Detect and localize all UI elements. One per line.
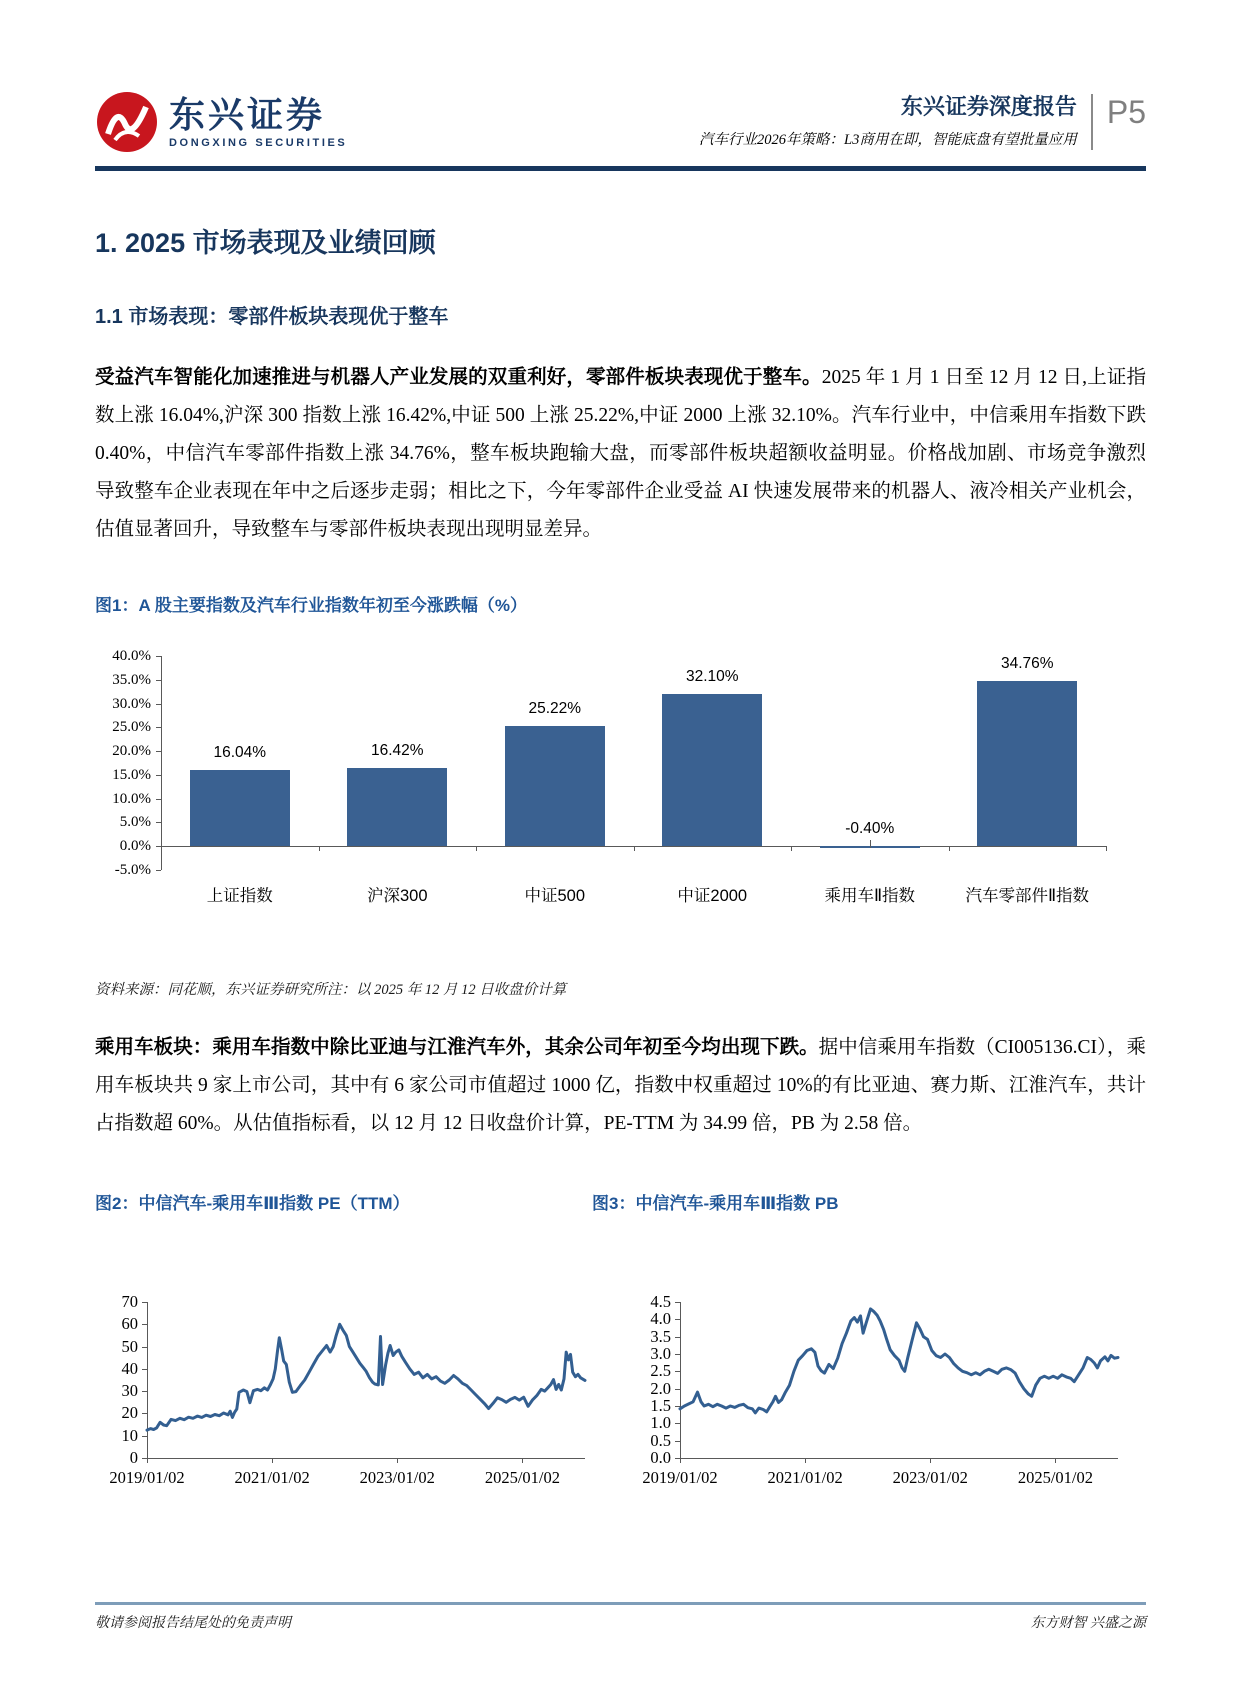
header-title-block xyxy=(699,94,1077,149)
category-label: 汽车零部件Ⅱ指数 xyxy=(965,887,1090,905)
dongxing-logo xyxy=(95,90,347,154)
y-axis-tick-label: 15.0% xyxy=(112,766,151,783)
x-axis-tick-label: 2021/01/02 xyxy=(234,1468,310,1487)
x-axis-tick xyxy=(161,846,162,851)
y-axis xyxy=(161,656,162,870)
x-axis-tick-label: 2019/01/02 xyxy=(642,1468,718,1487)
bar-segment xyxy=(662,694,762,847)
x-axis-tick-label: 2023/01/02 xyxy=(892,1468,968,1487)
y-axis-tick xyxy=(156,656,161,657)
x-axis-tick xyxy=(791,846,792,851)
logo-name-cn: 东兴证券 xyxy=(169,93,326,135)
x-axis xyxy=(680,1458,1118,1459)
y-axis-tick-label: 0.0% xyxy=(119,838,151,855)
line-series xyxy=(147,1294,585,1458)
footer-disclaimer: 敬请参阅报告结尾处的免责声明 xyxy=(95,1616,291,1631)
figures-2-3-row xyxy=(95,1189,1146,1496)
y-axis-tick-label: 0 xyxy=(129,1448,138,1467)
section-heading: 1. 2025 市场表现及业绩回顾 xyxy=(95,228,436,258)
y-axis-tick-label: 20 xyxy=(121,1403,138,1423)
figure1-title: 图1：A 股主要指数及汽车行业指数年初至今涨跌幅（%） xyxy=(95,596,527,615)
x-axis-tick xyxy=(147,1458,148,1463)
paragraph1-text: 2025 年 1 月 1 日至 12 月 12 日,上证指数上涨 16.04%,沪深 300 指数上涨 16.42%,中证 500 上涨 25.22%,中证 2000 上涨 32.10%。汽车行业中，中信乘用车指数下跌 0.40%，中信汽车零部件指数上涨 34.76%，整车板块跑输大盘，而零部件板块超额收益明显。价格战加剧、市场竞争激烈导致整车企业表现在年中之后逐步走弱；相比之下，今年零部件企业受益 AI 快速发展带来的机器人、液冷相关产业机会，估值显著回升，导致整车与零部件板块表现出现明显差异。 xyxy=(95,367,1146,540)
y-axis-tick xyxy=(156,775,161,776)
x-axis-tick xyxy=(949,846,950,851)
category-label: 中证500 xyxy=(524,887,586,905)
x-axis-tick xyxy=(1106,846,1107,851)
y-axis-tick-label: 5.0% xyxy=(119,814,151,831)
figure1-source-note: 资料来源：同花顺，东兴证券研究所注：以 2025 年 12 月 12 日收盘价计算 xyxy=(95,982,567,998)
bar-value-label: 16.42% xyxy=(370,742,424,760)
y-axis-tick-label: 30 xyxy=(121,1381,138,1401)
bar-segment xyxy=(977,681,1077,846)
x-axis-tick xyxy=(397,1458,398,1463)
x-axis-tick xyxy=(522,1458,523,1463)
logo-text xyxy=(169,95,347,150)
y-axis-tick xyxy=(156,870,161,871)
bar-segment xyxy=(190,770,290,846)
y-axis-tick-label: 40 xyxy=(121,1358,138,1378)
paragraph1-lead-bold: 受益汽车智能化加速推进与机器人产业发展的双重利好，零部件板块表现优于整车。 xyxy=(95,367,822,388)
y-axis-tick-label: 2.5 xyxy=(650,1361,671,1381)
page-number: P5 xyxy=(1106,94,1146,130)
x-axis xyxy=(147,1458,585,1459)
bar-value-label: 25.22% xyxy=(528,700,582,718)
y-axis-tick xyxy=(156,799,161,800)
subsection-heading: 1.1 市场表现：零部件板块表现优于整车 xyxy=(95,306,449,328)
y-axis-tick-label: 3.0 xyxy=(650,1344,671,1363)
bar-value-label: 32.10% xyxy=(685,667,739,685)
y-axis-tick-label: 70 xyxy=(121,1292,138,1311)
y-axis-tick xyxy=(156,704,161,705)
bar-segment xyxy=(347,768,447,846)
bar-segment xyxy=(505,726,605,846)
y-axis-tick-label: 30.0% xyxy=(112,695,151,712)
figure2-column xyxy=(95,1189,592,1496)
report-subtitle: 汽车行业2026年策略：L3商用在即，智能底盘有望批量应用 xyxy=(699,132,1077,149)
logo-name-en: DONGXING SECURITIES xyxy=(169,137,348,150)
y-axis-tick-label: 60 xyxy=(121,1314,138,1334)
figure3-column xyxy=(592,1189,1146,1496)
category-label: 沪深300 xyxy=(366,887,428,905)
y-axis-tick-label: 0.0 xyxy=(650,1448,671,1467)
x-axis-tick xyxy=(272,1458,273,1463)
figure2-title: 图2：中信汽车-乘用车Ⅲ指数 PE（TTM） xyxy=(95,1194,410,1213)
category-label: 乘用车Ⅱ指数 xyxy=(824,887,916,905)
y-axis-tick-label: -5.0% xyxy=(114,862,151,878)
bar-label-leader xyxy=(870,840,871,848)
x-axis-tick xyxy=(634,846,635,851)
figure2-pe-line-chart xyxy=(95,1294,595,1496)
y-axis-tick xyxy=(156,680,161,681)
paragraph2-lead-bold: 乘用车板块：乘用车指数中除比亚迪与江淮汽车外，其余公司年初至今均出现下跌。 xyxy=(95,1037,819,1058)
page-header xyxy=(95,0,1146,154)
x-axis-tick xyxy=(1055,1458,1056,1463)
header-right xyxy=(699,94,1146,150)
y-axis-tick-label: 50 xyxy=(121,1336,138,1356)
line-series xyxy=(680,1294,1118,1458)
figure3-title: 图3：中信汽车-乘用车Ⅲ指数 PB xyxy=(592,1194,839,1213)
y-axis-tick-label: 10.0% xyxy=(112,790,151,807)
y-axis-tick-label: 1.0 xyxy=(650,1413,671,1433)
category-label: 上证指数 xyxy=(206,887,273,905)
x-axis-tick xyxy=(319,846,320,851)
x-axis-tick xyxy=(476,846,477,851)
x-axis-tick xyxy=(680,1458,681,1463)
header-divider xyxy=(1091,94,1093,150)
paragraph-passenger-car xyxy=(95,1029,1146,1143)
dongxing-emblem-icon xyxy=(95,90,159,154)
bar-value-label: 34.76% xyxy=(1000,654,1054,672)
y-axis-tick xyxy=(156,822,161,823)
paragraph-market-overview xyxy=(95,359,1146,549)
footer-slogan: 东方财智 兴盛之源 xyxy=(1030,1616,1146,1631)
category-label: 中证2000 xyxy=(677,887,748,905)
x-axis-tick xyxy=(805,1458,806,1463)
y-axis-tick xyxy=(156,727,161,728)
y-axis-tick-label: 2.0 xyxy=(650,1378,671,1398)
y-axis-tick-label: 4.5 xyxy=(650,1292,671,1311)
page-footer xyxy=(95,1602,1146,1632)
report-type-title: 东兴证券深度报告 xyxy=(900,94,1077,119)
bar-value-label: -0.40% xyxy=(845,820,895,838)
y-axis-tick-label: 25.0% xyxy=(112,719,151,736)
bar-value-label: 16.04% xyxy=(213,743,267,761)
x-axis-tick-label: 2019/01/02 xyxy=(109,1468,185,1487)
figure1-bar-chart xyxy=(95,644,1141,916)
x-axis-tick xyxy=(930,1458,931,1463)
x-axis-tick-label: 2025/01/02 xyxy=(484,1468,560,1487)
x-axis-tick-label: 2023/01/02 xyxy=(359,1468,435,1487)
y-axis-tick-label: 1.5 xyxy=(650,1396,671,1415)
header-rule xyxy=(95,166,1146,171)
y-axis-tick-label: 20.0% xyxy=(112,743,151,760)
y-axis-tick-label: 40.0% xyxy=(112,648,151,664)
y-axis-tick-label: 0.5 xyxy=(650,1430,671,1450)
figure3-pb-line-chart xyxy=(628,1294,1128,1496)
x-axis-tick-label: 2021/01/02 xyxy=(767,1468,843,1487)
x-axis-tick-label: 2025/01/02 xyxy=(1017,1468,1093,1487)
y-axis-tick-label: 35.0% xyxy=(112,671,151,688)
y-axis-tick-label: 3.5 xyxy=(650,1326,671,1346)
y-axis-tick-label: 10 xyxy=(121,1425,138,1445)
paragraph2-text: 据中信乘用车指数（CI005136.CI），乘用车板块共 9 家上市公司，其中有 6 家公司市值超过 1000 亿，指数中权重超过 10%的有比亚迪、赛力斯、江淮汽车，共计占指数超 60%。从估值指标看，以 12 月 12 日收盘价计算，PE-TTM 为 34.99 倍，PB 为 2.58 倍。 xyxy=(95,1037,1146,1134)
y-axis-tick-label: 4.0 xyxy=(650,1309,671,1329)
